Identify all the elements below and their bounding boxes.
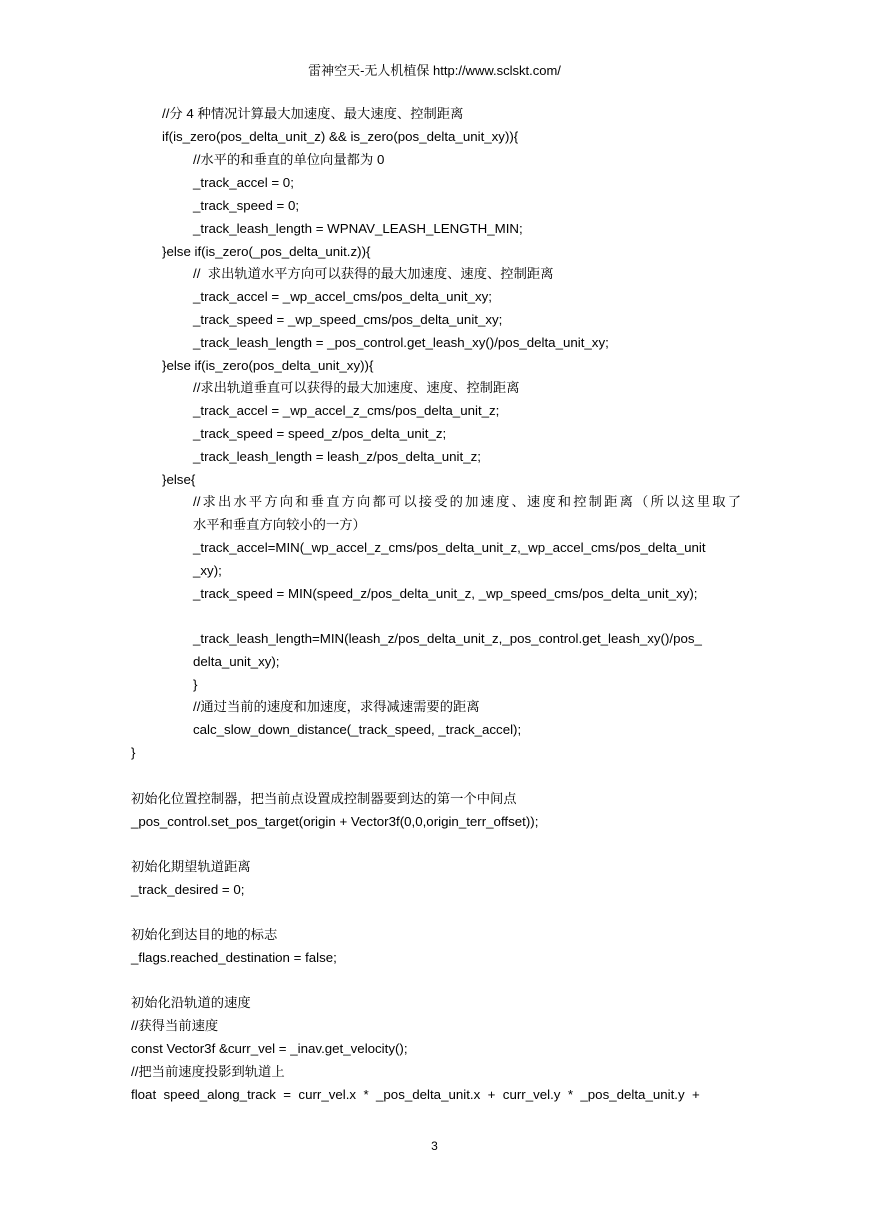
code-line: _track_speed = speed_z/pos_delta_unit_z; [193, 426, 447, 441]
paragraph-heading: 初始化沿轨道的速度 [131, 995, 251, 1010]
code-line: const Vector3f &curr_vel = _inav.get_velocity(); [131, 1041, 408, 1056]
code-line: _pos_control.set_pos_target(origin + Vector3f(0,0,origin_terr_offset)); [131, 814, 539, 829]
code-line: _track_accel = _wp_accel_z_cms/pos_delta_unit_z; [193, 403, 500, 418]
code-line: _track_leash_length = leash_z/pos_delta_unit_z; [193, 449, 481, 464]
code-comment-line: //获得当前速度 [131, 1018, 219, 1033]
code-line: }else{ [162, 472, 196, 487]
code-line: _flags.reached_destination = false; [131, 950, 337, 965]
code-comment-line: //求出轨道垂直可以获得的最大加速度、速度、控制距离 [193, 380, 520, 395]
code-line: }else if(is_zero(_pos_delta_unit.z)){ [162, 244, 371, 259]
paragraph-heading: 初始化到达目的地的标志 [131, 927, 278, 942]
code-line: _track_speed = _wp_speed_cms/pos_delta_unit_xy; [193, 312, 503, 327]
code-comment-line: //通过当前的速度和加速度，求得减速需要的距离 [193, 699, 480, 714]
code-line: _track_leash_length=MIN(leash_z/pos_delta_unit_z,_pos_control.get_leash_xy()/pos_ [193, 631, 702, 646]
paragraph-heading: 初始化期望轨道距离 [131, 859, 251, 874]
code-line: _track_accel = 0; [193, 175, 294, 190]
code-line: delta_unit_xy); [193, 654, 280, 669]
code-comment-line: //把当前速度投影到轨道上 [131, 1064, 285, 1079]
code-line: _track_speed = 0; [193, 198, 300, 213]
code-comment-line: //分 4 种情况计算最大加速度、最大速度、控制距离 [162, 106, 464, 121]
code-line: _track_accel=MIN(_wp_accel_z_cms/pos_delta_unit_z,_wp_accel_cms/pos_delta_unit [193, 540, 706, 555]
header-divider [131, 88, 741, 89]
page-number: 3 [431, 1139, 438, 1153]
code-line: _track_accel = _wp_accel_cms/pos_delta_unit_xy; [193, 289, 492, 304]
code-line: float speed_along_track = curr_vel.x * _pos_delta_unit.x + curr_vel.y * _pos_delta_unit.y + [131, 1087, 700, 1102]
code-comment-line: //水平的和垂直的单位向量都为 0 [193, 152, 385, 167]
code-line: _track_desired = 0; [131, 882, 245, 897]
code-line: _xy); [193, 563, 222, 578]
paragraph-heading: 初始化位置控制器，把当前点设置成控制器要到达的第一个中间点 [131, 791, 517, 806]
code-line: calc_slow_down_distance(_track_speed, _track_accel); [193, 722, 522, 737]
code-line: if(is_zero(pos_delta_unit_z) && is_zero(pos_delta_unit_xy)){ [162, 129, 519, 144]
code-line: } [193, 677, 198, 692]
code-line: _track_speed = MIN(speed_z/pos_delta_unit_z, _wp_speed_cms/pos_delta_unit_xy); [193, 586, 698, 601]
code-line: } [131, 745, 136, 760]
code-line: _track_leash_length = WPNAV_LEASH_LENGTH_MIN; [193, 221, 523, 236]
code-comment-line: // 求出轨道水平方向可以获得的最大加速度、速度、控制距离 [193, 266, 554, 281]
page-header: 雷神空天-无人机植保 http://www.sclskt.com/ [308, 63, 561, 78]
code-line: _track_leash_length = _pos_control.get_leash_xy()/pos_delta_unit_xy; [193, 335, 609, 350]
code-line: }else if(is_zero(pos_delta_unit_xy)){ [162, 358, 374, 373]
code-comment-line: 水平和垂直方向较小的一方） [193, 517, 366, 532]
code-comment-line: //求出水平方向和垂直方向都可以接受的加速度、速度和控制距离（所以这里取了 [193, 494, 741, 509]
